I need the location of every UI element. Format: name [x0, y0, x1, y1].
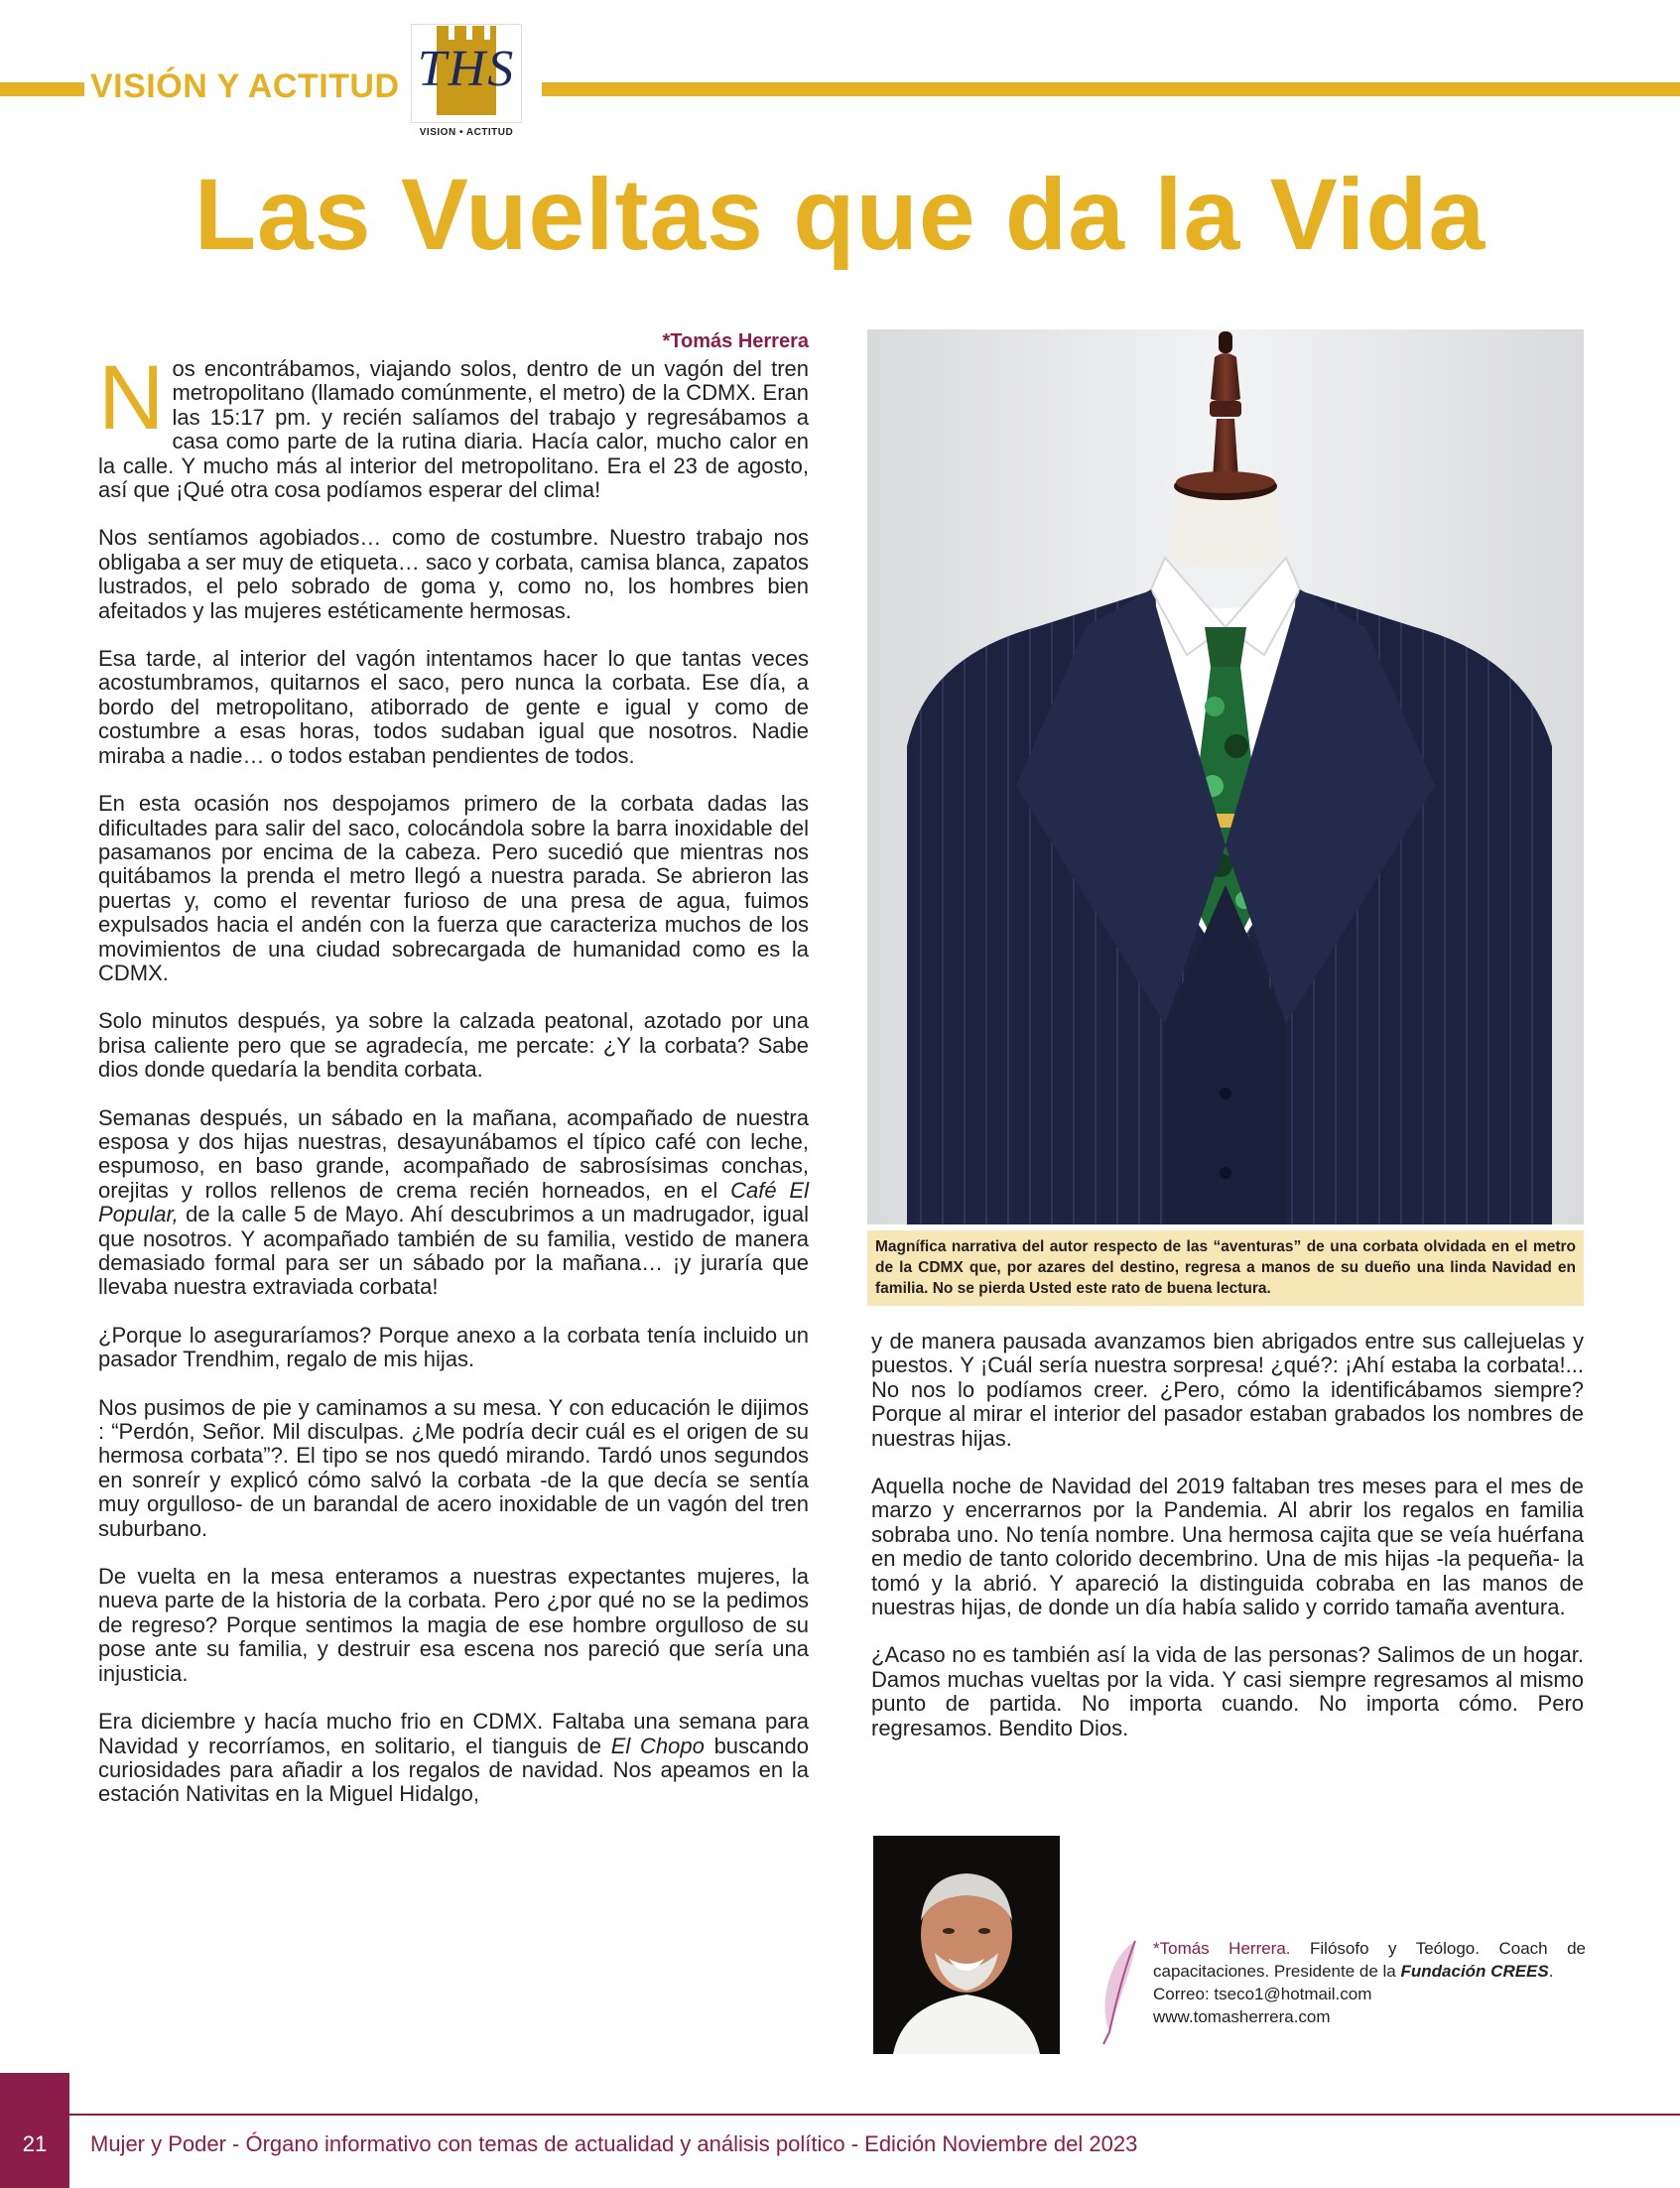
cafe-name: Café El Popular,	[98, 1177, 809, 1227]
author-description: Filósofo y Teólogo. Coach de capacitaciones. Presidente de la	[1153, 1939, 1587, 1981]
paragraph-10-text-a: Era diciembre y hacía mucho frio en CDMX. Faltaba una semana para Navidad y recorríamos, en solitario, el tianguis de	[98, 1709, 809, 1758]
author-email[interactable]: Correo: tseco1@hotmail.com	[1153, 1985, 1372, 2003]
author-website[interactable]: www.tomasherrera.com	[1153, 2007, 1331, 2026]
author-portrait-illustration	[873, 1836, 1060, 2054]
suit-illustration	[867, 329, 1584, 1224]
paragraph-1-text: os encontrábamos, viajando solos, dentro de un vagón del tren metropolitano (llamado comúnmente, el metro) de la CDMX. Eran las 15:17 pm. y recién salíamos del trabajo y regresábamos a casa como parte de la rutina diaria. Hacía calor, mucho calor en la calle. Y mucho más al interior del metropolitano. Era el 23 de agosto, así que ¡Qué otra cosa podíamos esperar del clima!	[98, 356, 809, 503]
author-foundation: Fundación CREES	[1400, 1962, 1549, 1981]
suit-mannequin-photo	[867, 329, 1584, 1224]
article-column-left	[98, 347, 809, 1831]
header-rule-left	[0, 82, 84, 96]
article-title: Las Vueltas que da la Vida	[194, 158, 1486, 271]
paragraph-6-text-a: Semanas después, un sábado en la mañana, acompañado de nuestra esposa y dos hijas nuestras, desayunábamos el típico café con leche, espumoso, en baso grande, acompañado de sabrosísimas conchas, orejitas y rollos rellenos de crema recién horneados, en el	[98, 1104, 809, 1203]
footer-rule	[69, 2114, 1680, 2116]
paragraph-13: ¿Acaso no es también así la vida de las personas? Salimos de un hogar. Damos muchas vueltas por la vida. Y casi siempre regresamos al mismo punto de partida. No importa cuando. No importa cómo. Pero regresamos. Bendito Dios.	[871, 1642, 1584, 1740]
paragraph-5: Solo minutos después, ya sobre la calzada peatonal, azotado por una brisa caliente pero que se agradecía, me percate: ¿Y la corbata? Sabe dios donde quedaría la bendita corbata.	[98, 1008, 809, 1083]
article-byline: *Tomás Herrera	[662, 330, 809, 352]
footer-text: Mujer y Poder - Órgano informativo con temas de actualidad y análisis político - Edición Noviembre del 2023	[90, 2131, 1138, 2156]
author-bio	[1153, 1937, 1586, 2028]
paragraph-6-text-b: de la calle 5 de Mayo. Ahí descubrimos a un madrugador, igual que nosotros. Y acompañado también de su familia, vestido de manera demasiado formal para ser un sábado por la mañana… ¡y juraría que llevaba nuestra extraviada corbata!	[98, 1202, 809, 1300]
page-number-box	[0, 2073, 69, 2188]
author-foundation-end: .	[1548, 1962, 1554, 1981]
article-column-right	[871, 1330, 1584, 1764]
paragraph-10	[98, 1710, 809, 1807]
page-number: 21	[22, 2131, 48, 2156]
paragraph-6	[98, 1106, 809, 1300]
paragraph-3: Esa tarde, al interior del vagón intentamos hacer lo que tantas veces acostumbramos, quitarnos el saco, pero nunca la corbata. Ese día, a bordo del metropolitano, atiborrado de gente e igual y como de costumbre a esas horas, todos sudaban igual que nosotros. Nadie miraba a nadie… o todos estaban pendientes de todos.	[98, 646, 809, 768]
paragraph-7: ¿Porque lo aseguraríamos? Porque anexo a la corbata tenía incluido un pasador Trendhim, regalo de mis hijas.	[98, 1322, 809, 1372]
paragraph-8: Nos pusimos de pie y caminamos a su mesa. Y con educación le dijimos : “Perdón, Señor. Mil disculpas. ¿Me podría decir cuál es el origen de su hermosa corbata”?. El tipo se nos quedó mirando. Tardó unos segundos en sonreír y explicó cómo salvó la corbata -de la que decía se sentía muy orgulloso- de un barandal de acero inoxidable de un vagón del tren suburbano.	[98, 1394, 809, 1541]
section-label: VISIÓN Y ACTITUD	[90, 67, 400, 105]
header-rule-right	[542, 82, 1680, 96]
paragraph-11: y de manera pausada avanzamos bien abrigados entre sus callejuelas y puestos. Y ¡Cuál sería nuestra sorpresa! ¿qué?: ¡Ahí estaba la corbata!... No nos lo podíamos creer. ¿Pero, cómo la identificábamos siempre? Porque al mirar el interior del pasador estaban grabados los nombres de nuestras hijas.	[871, 1329, 1584, 1451]
paragraph-2: Nos sentíamos agobiados… como de costumbre. Nuestro trabajo nos obligaba a ser muy de etiqueta… saco y corbata, camisa blanca, zapatos lustrados, el pelo sobrado de goma y, como no, los hombres bien afeitados y las mujeres estéticamente hermosas.	[98, 525, 809, 623]
paragraph-10-text-b: buscando curiosidades para añadir a los regalos de navidad. Nos apeamos en la estación Nativitas en la Miguel Hidalgo,	[98, 1733, 809, 1807]
author-name: *Tomás Herrera.	[1153, 1939, 1291, 1958]
paragraph-1	[98, 347, 809, 503]
paragraph-4: En esta ocasión nos despojamos primero de la corbata dadas las dificultades para salir del saco, colocándola sobre la barra inoxidable del pasamanos por encima de la cabeza. Pero sucedió que mientras nos quitábamos la prenda el metro llegó a nuestra parada. Se abrieron las puertas y, como el reventar furioso de una presa de agua, fuimos expulsados hacia el andén con la fuerza que caracteriza muchos de los movimientos de una ciudad sobrecargada de humanidad como es la CDMX.	[98, 791, 809, 985]
paragraph-9: De vuelta en la mesa enteramos a nuestras expectantes mujeres, la nueva parte de la historia de la corbata. Pero ¿por qué no se la pedimos de regreso? Porque sentimos la magia de ese hombre orgulloso de su pose ante su familia, y destruir esa escena nos pareció que sería una injusticia.	[98, 1564, 809, 1686]
photo-caption: Magnífica narrativa del autor respecto de las “aventuras” de una corbata olvidada en el metro de la CDMX que, por azares del destino, regresa a manos de su dueño una linda Navidad en familia. No se pierda Usted este rato de buena lectura.	[867, 1230, 1584, 1306]
author-portrait	[873, 1836, 1060, 2054]
logo-letters: THS	[417, 41, 516, 97]
ths-logo	[407, 20, 526, 139]
logo-caption: VISION • ACTITUD	[419, 127, 514, 138]
market-name: El Chopo	[610, 1733, 705, 1758]
drop-cap: N	[98, 347, 165, 449]
paragraph-12: Aquella noche de Navidad del 2019 faltaban tres meses para el mes de marzo y encerrarnos por la Pandemia. Al abrir los regalos en familia sobraba uno. No tenía nombre. Una hermosa cajita que se veía huérfana en medio de tanto colorido decembrino. Una de mis hijas -la pequeña- la tomó y la abrió. Y apareció la distinguida cobraba en las manos de nuestras hijas, de donde un día había salido y corrido tamaña aventura.	[871, 1474, 1584, 1620]
quill-feather-icon	[1092, 1937, 1141, 2046]
